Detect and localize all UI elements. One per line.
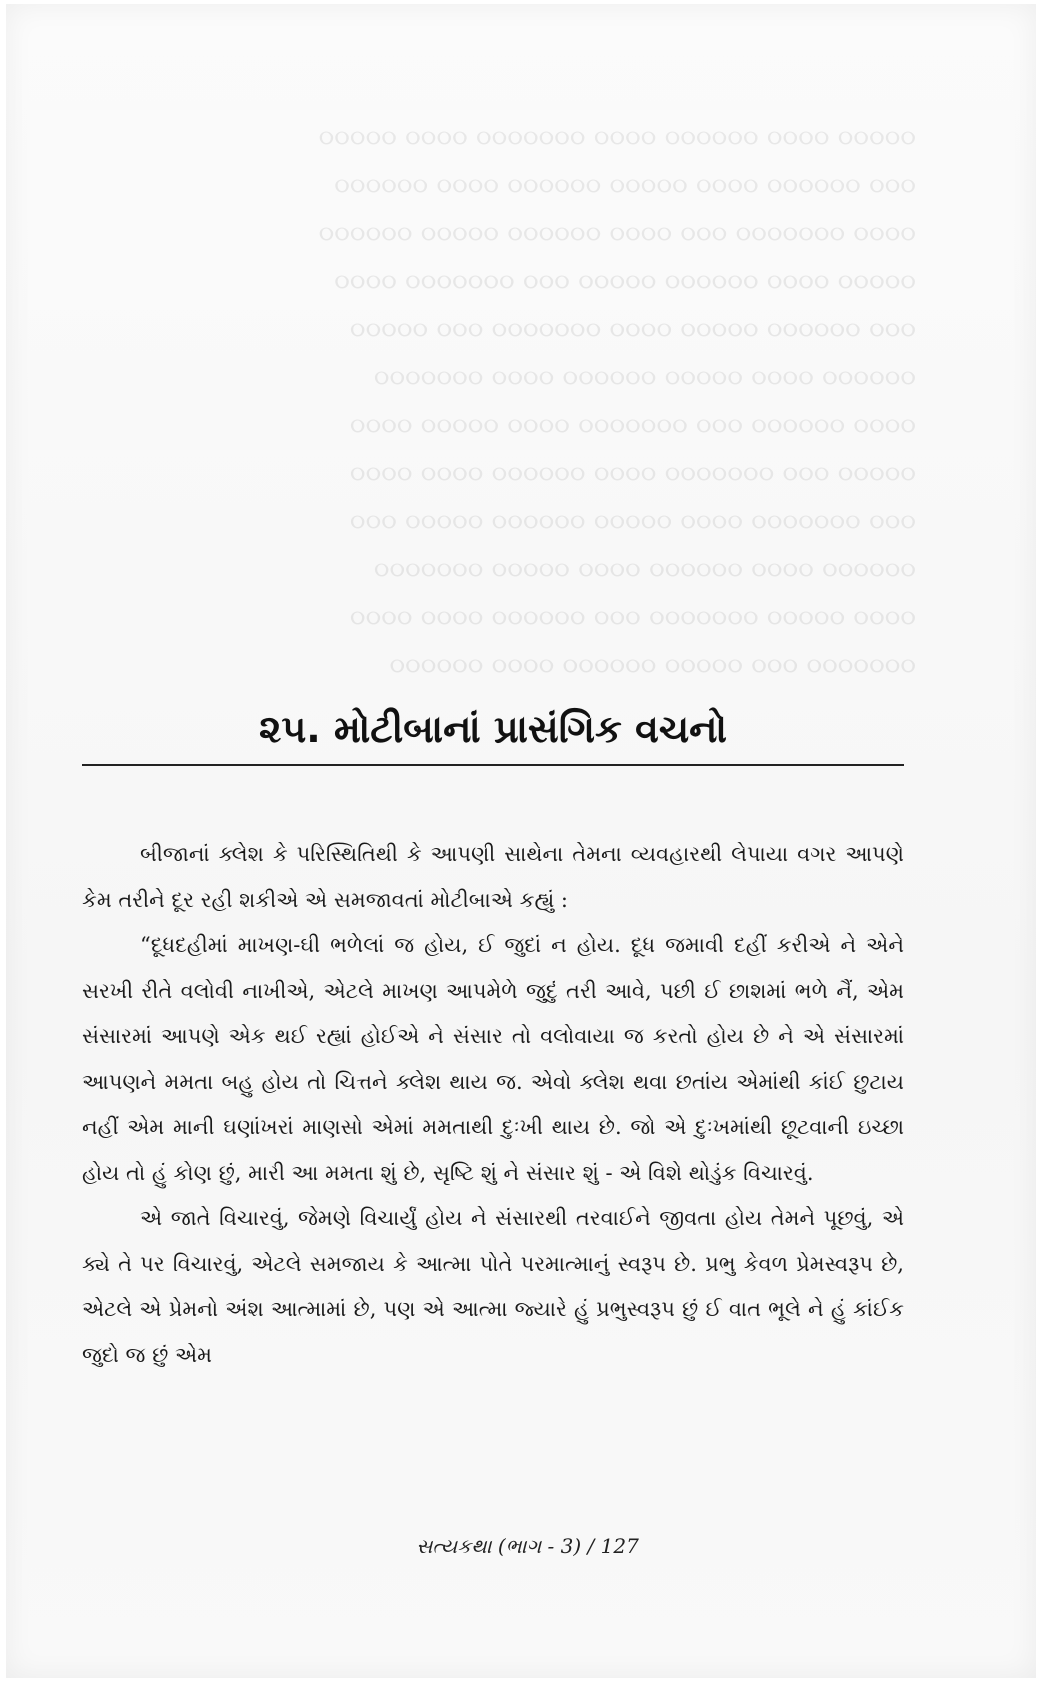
page-footer: સત્યકથા (ભાગ - 3) / 127 [416,1534,639,1558]
paragraph-3: એ જાતે વિચારવું, જેમણે વિચાર્યું હોય ને સંસારથી તરવાઈને જીવતા હોય તેમને પૂછવું, એ ક્યે તે પર વિચારવું, એટલે સમજાય કે આત્મા પોતે પરમાત્માનું સ્વરૂપ છે. પ્રભુ કેવળ પ્રેમસ્વરૂપ છે, એટલે એ પ્રેમનો અંશ આત્મામાં છે, પણ એ આત્મા જ્યારે હું પ્રભુસ્વરૂપ છું ઈ વાત ભૂલે ને હું કાંઈક જુદો જ છું એમ [82,1206,904,1367]
title-underline [82,764,904,766]
bleed-through-text: ૦૦૦૦૦ ૦૦૦૦ ૦૦૦૦૦૦ ૦૦૦૦ ૦૦૦૦૦૦૦ ૦૦૦૦ ૦૦૦૦૦ ૦૦૦ ૦૦૦૦૦૦ ૦૦૦૦ ૦૦૦૦૦ ૦૦૦૦૦૦ ૦૦૦૦ ૦૦૦૦૦૦ ૦૦૦૦ ૦૦૦૦૦૦૦ ૦૦૦ ૦૦૦૦ ૦૦૦૦૦૦ ૦૦૦૦૦ ૦૦૦૦૦૦ ૦૦૦૦૦ ૦૦૦૦ ૦૦૦૦૦૦ ૦૦૦૦૦ ૦૦૦ ૦૦૦૦૦૦૦ ૦૦૦૦ ૦૦૦ ૦૦૦૦૦૦ ૦૦૦૦૦ ૦૦૦૦ ૦૦૦૦૦૦૦ ૦૦૦ ૦૦૦૦૦ ૦૦૦૦૦૦ ૦૦૦૦ ૦૦૦૦૦ ૦૦૦૦૦૦ ૦૦૦૦ ૦૦૦૦૦૦૦ ૦૦૦૦ ૦૦૦૦૦૦ ૦૦૦ ૦૦૦૦૦૦૦ ૦૦૦૦ ૦૦૦૦૦ ૦૦૦૦ ૦૦૦૦૦ ૦૦૦ ૦૦૦૦૦૦૦ ૦૦૦૦ ૦૦૦૦૦૦ ૦૦૦૦ ૦૦૦૦ ૦૦૦ ૦૦૦૦૦૦૦ ૦૦૦૦ ૦૦૦૦૦ ૦૦૦૦૦૦ ૦૦૦૦૦ ૦૦૦ ૦૦૦૦૦૦ ૦૦૦૦ ૦૦૦૦૦૦ ૦૦૦૦ ૦૦૦૦૦ ૦૦૦૦૦૦૦ ૦૦૦૦ ૦૦૦૦૦ ૦૦૦૦૦૦૦ ૦૦૦ ૦૦૦૦૦૦ ૦૦૦૦ ૦૦૦૦ ૦૦૦૦૦૦૦ ૦૦૦ ૦૦૦૦૦ ૦૦૦૦૦૦ ૦૦૦૦ ૦૦૦૦૦૦ [318,123,916,681]
body-text [82,832,904,1378]
chapter-title: ૨૫. મોટીબાનાં પ્રાસંગિક વચનો [259,707,727,751]
book-page [6,4,1036,1678]
paragraph-1: બીજાનાં ક્લેશ કે પરિસ્થિતિથી કે આપણી સાથેના તેમના વ્યવહારથી લેપાયા વગર આપણે કેમ તરીને દૂર રહી શકીએ એ સમજાવતાં મોટીબાએ કહ્યું : [82,842,904,912]
paragraph-2: “દૂધદહીમાં માખણ-ઘી ભળેલાં જ હોય, ઈ જુદાં ન હોય. દૂધ જમાવી દહીં કરીએ ને એને સરખી રીતે વલોવી નાખીએ, એટલે માખણ આપમેળે જુદું તરી આવે, પછી ઈ છાશમાં ભળે નૈં, એમ સંસારમાં આપણે એક થઈ રહ્યાં હોઈએ ને સંસાર તો વલોવાયા જ કરતો હોય છે ને એ સંસારમાં આપણને મમતા બહુ હોય તો ચિત્તને ક્લેશ થાય જ. એવો ક્લેશ થવા છતાંય એમાંથી કાંઈ છુટાય નહીં એમ માની ઘણાંખરાં માણસો એમાં મમતાથી દુઃખી થાય છે. જો એ દુઃખમાંથી છૂટવાની ઇચ્છા હોય તો હું કોણ છું, મારી આ મમતા શું છે, સૃષ્ટિ શું ને સંસાર શું - એ વિશે થોડુંક વિચારવું. [82,933,904,1185]
